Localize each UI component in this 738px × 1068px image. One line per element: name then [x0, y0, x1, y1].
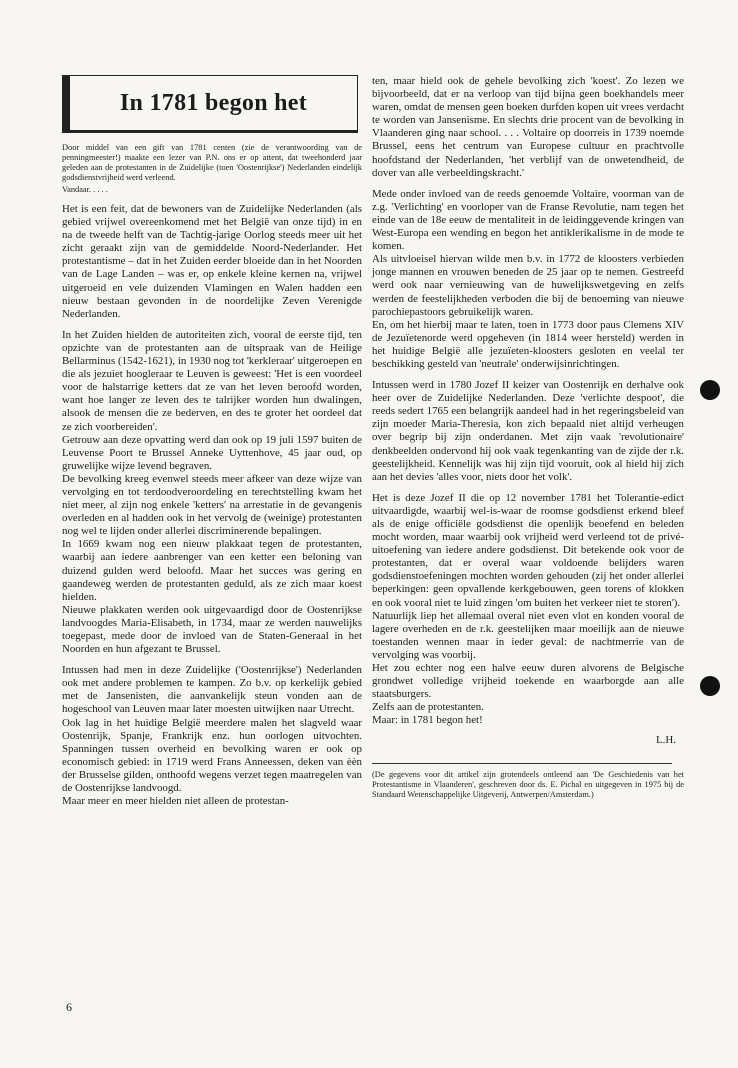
paragraph: Natuurlijk liep het allemaal overal niet even vlot en konden vooral de lagere overheden en de r.k. geestelijken maar moeilijk aan de nieuwe toestanden wennen maar in ieder geval: de nachtmerrie van de vervolging was voorbij.	[372, 609, 684, 661]
paragraph: In het Zuiden hielden de autoriteiten zich, vooral de eerste tijd, ten opzichte van de protestanten aan de uitspraak van de Heilige Bellarminus (1542-1621), in 1930 nog tot 'kerkleraar' uitgeroepen en die als jezuiet hoogleraar te Leuven is geweest: 'Het is een voordeel voor de halstarrige ketters dat ze van het leven beroofd worden, want hoe langer ze leven des te talrijker worden hun dwalingen, alsook de mensen die ze bederven, en des te groter het oordeel dat ze zich voorbereiden'.	[62, 328, 363, 433]
paragraph: Intussen werd in 1780 Jozef II keizer van Oostenrijk en derhalve ook heer over de Zuidelijke Nederlanden. Deze 'verlichte despoot', die reeds sedert 1765 een belangrijk aandeel had in het regeringsbeleid van zijn moeder Maria-Theresia, kon zich bepaald niet altijd verheugen over begrip bij zijn onderdanen. Met zijn vaak 'revolutionaire' denkbeelden ondervond hij ook vaak tegenkanting van de zijde der r.k. geestelijkheid. Kennelijk was hij zijn tijd vooruit, ook al hield hij zich aan het devies 'alles voor, niets door het volk'.	[372, 379, 684, 483]
punch-hole-lower	[700, 676, 720, 696]
punch-hole-upper	[700, 380, 720, 400]
paragraph: Zelfs aan de protestanten.	[372, 701, 484, 714]
paragraph: ten, maar hield ook de gehele bevolking zich 'koest'. Zo lezen we bijvoorbeeld, dat er na verloop van tijd bijna geen boekhandels meer waren, omdat de mensen geen boeken durfden kopen uit vrees verdacht te worden van Jansenisme. En slechts drie procent van de bevolking in Vlaanderen ging naar school. . . . Voltaire op doorreis in 1739 noemde Brussel, eens het centrum van Europese cultuur en prachtvolle hoofdstand der Nederlanden, 'het verblijf van de onwetendheid, de dover van alle verbeeldingskracht.'	[372, 75, 684, 179]
paragraph: Mede onder invloed van de reeds genoemde Voltaire, voorman van de z.g. 'Verlichting' en voorloper van de Franse Revolutie, nam tegen het einde van de 18e eeuw de mentaliteit in de leidinggevende kringen van West-Europa een wending en begon het antiklerikalisme in de mode te komen.	[372, 187, 684, 253]
title-box	[62, 75, 358, 133]
paragraph: Maar meer en meer hielden niet alleen de protestan-	[62, 795, 289, 808]
footnote: (De gegevens voor dit artikel zijn grotendeels ontleend aan 'De Geschiedenis van het Protestantisme in Vlaanderen', geschreven door ds. E. Pichal en uitgegeven in 1975 bij de Standaard Wetenschappelijke Uitgeverij, Antwerpen/Amsterdam.)	[372, 769, 684, 799]
paragraph: Ook lag in het huidige België meerdere malen het slagveld waar Oostenrijk, Spanje, Frankrijk enz. hun oorlogen uitvochten. Spanningen tussen overheid en bevolking waren er ook op economisch gebied: in 1719 werd Frans Anneessen, deken van èèn der Brusselse gilden, onthoofd wegens verzet tegen maatregelen van de Oostenrijkse landvoogd.	[62, 716, 362, 795]
footnote-divider	[372, 763, 672, 764]
paragraph: De bevolking kreeg evenwel steeds meer afkeer van deze wijze van vervolging en tot terdoodveroordeling en terechtstelling kwam het niet meer, al zijn nog enkele 'ketters' na arrestatie in de gevangenis overleden en al hadden ook in het vervolg de (weinige) protestanten nog wel te lijden onder allerlei discriminerende bepalingen.	[62, 472, 362, 538]
paragraph: Nieuwe plakkaten werden ook uitgevaardigd door de Oostenrijkse landvoogdes Maria-Elisabeth, in 1734, maar ze werden nauwelijks toegepast, mede door de invloed van de Staten-Generaal in het Noorden en hun afgezant te Brussel.	[62, 603, 362, 656]
paragraph: Maar: in 1781 begon het!	[372, 714, 483, 727]
paragraph: Het zou echter nog een halve eeuw duren alvorens de Belgische grondwet volledige vrijheid toekende en waarborgde aan alle staatsburgers.	[372, 662, 684, 701]
paragraph: En, om het hierbij maar te laten, toen in 1773 door paus Clemens XIV de Jezuïetenorde werd opgeheven (in 1814 weer hersteld) werden in het huidige België alle jezuïeten-kloosters gesloten en veelal ter beschikking gesteld van 'neutrale' onderwijsinrichtingen.	[372, 318, 684, 370]
paragraph: Getrouw aan deze opvatting werd dan ook op 19 juli 1597 buiten de Leuvense Poort te Brussel Anneke Uyttenhove, 45 jaar oud, op gruwelijke wijze levend begraven.	[62, 433, 362, 472]
paragraph: Het is een feit, dat de bewoners van de Zuidelijke Nederlanden (als gebied vrijwel overeenkomend met het België van onze tijd) in en na de tweede helft van de Tachtig-jarige Oorlog steeds meer uit het zicht geraakt zijn van de gemiddelde Noord-Nederlander. Het protestantisme – dat in het Zuiden eerder bloeide dan in het Noorden van de Lage Landen – was er, op enkele kleine kernen na, vrijwel uitgeroeid en vele duizenden Vlamingen en Walen hadden een nieuw bestaan gevonden in de noordelijke Zeven Verenigde Nederlanden.	[62, 203, 362, 320]
paragraph: In 1669 kwam nog een nieuw plakkaat tegen de protestanten, waarbij aan iedere aanbrenger van een ketter een beloning van duizend gulden werd beloofd. Maar het succes was gering en gaandeweg werden de protestanten geduld, als ze zich maar koest hielden.	[62, 538, 362, 603]
intro-end: Vandaar. . . . .	[62, 185, 108, 194]
paragraph: Intussen had men in deze Zuidelijke ('Oostenrijkse') Nederlanden ook met andere problemen te kampen. Zo b.v. op kerkelijk gebied met de Jansenisten, die aanvankelijk steun vonden aan de hogeschool van Leuven maar later moesten uitwijken naar Utrecht.	[62, 664, 362, 716]
right-column	[372, 75, 684, 800]
left-column	[62, 75, 362, 808]
intro-text: Door middel van een gift van 1781 centen (zie de verantwoording van de penningmeester!) maakte een lezer van P.N. ons er op attent, dat tweehonderd jaar geleden aan de protestanten in de Zuidelijke (toen 'Oostenrijkse') Nederlanden eindelijk godsdienstvrijheid werd verleend.	[62, 143, 362, 182]
author-signature: L.H.	[656, 733, 676, 746]
paragraph: Het is deze Jozef II die op 12 november 1781 het Tolerantie-edict uitvaardigde, waarbij wel-is-waar de roomse godsdienst erkend bleef als de enige officiële godsdienst die openlijk beoefend en beleden mocht worden, maar waarbij ook vrijheid werd verleend tot de privé-uitoefening van iedere andere godsdienst. Dit betekende ook voor de protestanten, dat er overal waar voldoende belijders waren godsdienstoefeningen mochten worden gehouden (zij het onder allerlei beperkingen: geen opvallende kerkgebouwen, geen torens of klokken en ook vooral niet te luid zingen 'om buiten het verkeer niet te storen').	[372, 491, 684, 609]
paragraph: Als uitvloeisel hiervan wilde men b.v. in 1772 de kloosters verbieden jonge mannen en vrouwen beneden de 25 jaar op te nemen. Gestreefd werd ook naar vernieuwing van de huwelijkswetgeving en zelfs werden de feestelijkheden verboden die bij de benoeming van nieuwe parochiepastoors gebruikelijk waren.	[372, 253, 684, 318]
article-title: In 1781 begon het	[119, 89, 308, 116]
page-number: 6	[66, 1000, 72, 1014]
